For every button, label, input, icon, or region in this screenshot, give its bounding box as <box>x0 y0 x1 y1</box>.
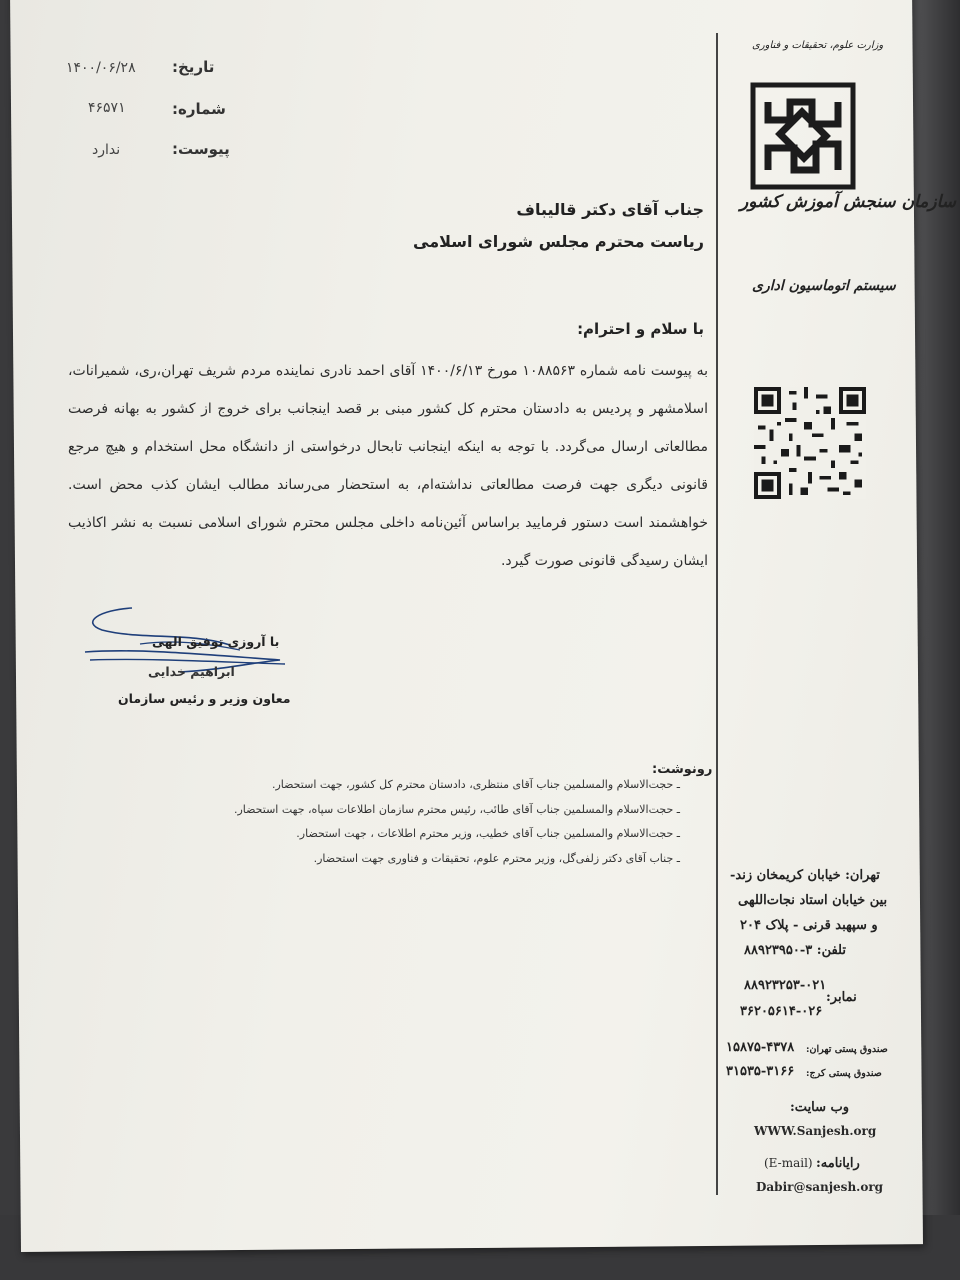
addressee-line-2: ریاست محترم مجلس شورای اسلامی <box>413 232 704 251</box>
attachment-value: ندارد <box>92 142 121 158</box>
pobox-tehran-label: صندوق پستی تهران: <box>806 1044 888 1055</box>
cc-item: ـ حجت‌الاسلام والمسلمین جناب آقای منتظری، دادستان محترم کل کشور، جهت استحضار. <box>271 778 680 791</box>
email-address[interactable]: Dabir@sanjesh.org <box>756 1180 884 1194</box>
cc-title: رونوشت: <box>652 762 713 777</box>
greeting: با سلام و احترام: <box>577 320 704 338</box>
system-name: سیستم اتوماسیون اداری <box>752 278 896 294</box>
number-value: ۴۶۵۷۱ <box>88 100 126 116</box>
letter-body: به پیوست نامه شماره ۱۰۸۸۵۶۳ مورخ ۱۴۰۰/۶/۱۳ آقای احمد نادری نماینده مردم شریف تهران،ری، شمیرانات، اسلامشهر و پردیس به دادستان محترم کل کشور مبنی بر قصد اینجانب برای خروج از کشور به بهانه فرصت مطالعاتی ارسال می‌گردد. با توجه به اینکه اینجانب تابحال درخواستی از دانشگاه محل استخدام و هیچ مرجع قانونی دیگری جهت فرصت مطالعاتی نداشته‌ام، به استحضار می‌رساند مطالب ایشان کذب محض است. خواهشمند است دستور فرمایید براساس آئین‌نامه داخلی مجلس محترم شورای اسلامی نسبت به نشر اکاذیب ایشان رسیدگی قانونی صورت گیرد. <box>68 363 708 569</box>
signatory-name: ابراهیم خدایی <box>148 664 235 679</box>
cc-list <box>180 778 680 876</box>
date-label: تاریخ: <box>172 58 215 76</box>
cc-item: ـ حجت‌الاسلام والمسلمین جناب آقای طائب، رئیس محترم سازمان اطلاعات سپاه، جهت استحضار. <box>233 802 680 816</box>
attachment-label: پیوست: <box>172 140 230 158</box>
address-line-1: تهران: خیابان کریمخان زند- <box>730 868 880 883</box>
phone-number: تلفن: ۳-۸۸۹۲۳۹۵۰ <box>744 943 846 958</box>
pobox-tehran: ۱۵۸۷۵-۴۳۷۸ <box>726 1040 795 1055</box>
cc-item: ـ حجت‌الاسلام والمسلمین جناب آقای خطیب، وزیر محترم اطلاعات ، جهت استحضار. <box>296 827 680 840</box>
margin-divider <box>716 33 718 1195</box>
addressee-line-1: جناب آقای دکتر قالیباف <box>516 200 704 219</box>
org-name: سازمان سنجش آموزش کشور <box>740 192 957 212</box>
website-label: وب سایت: <box>790 1100 850 1115</box>
fax-number-2: ۳۶۲۰۵۶۱۴-۰۲۶ <box>740 1004 823 1019</box>
email-tag: (E-mail) <box>764 1156 813 1170</box>
number-label: شماره: <box>172 100 226 118</box>
qr-code <box>752 387 868 499</box>
date-value: ۱۴۰۰/۰۶/۲۸ <box>66 60 136 76</box>
address-line-3: و سپهبد قرنی - پلاک ۲۰۴ <box>740 918 878 933</box>
fax-label: نمابر: <box>826 990 857 1005</box>
fax-number-1: ۸۸۹۲۳۲۵۳-۰۲۱ <box>744 978 827 993</box>
address-line-2: بین خیابان استاد نجات‌اللهی <box>738 893 888 908</box>
signatory-title: معاون وزیر و رئیس سازمان <box>118 691 291 706</box>
website-url[interactable]: WWW.Sanjesh.org <box>754 1124 877 1138</box>
signature-closing: با آروزی توفیق الهی <box>152 634 280 649</box>
email-label: رایانامه: <box>816 1156 860 1171</box>
ministry-name: وزارت علوم، تحقیقات و فناوری <box>752 40 884 51</box>
sanjesh-logo <box>750 82 856 190</box>
cc-item: ـ جناب آقای دکتر زلفی‌گل، وزیر محترم علوم، تحقیقات و فناوری جهت استحضار. <box>313 851 680 865</box>
pobox-karaj: ۳۱۵۳۵-۳۱۶۶ <box>726 1064 795 1079</box>
pobox-karaj-label: صندوق پستی کرج: <box>806 1068 882 1079</box>
